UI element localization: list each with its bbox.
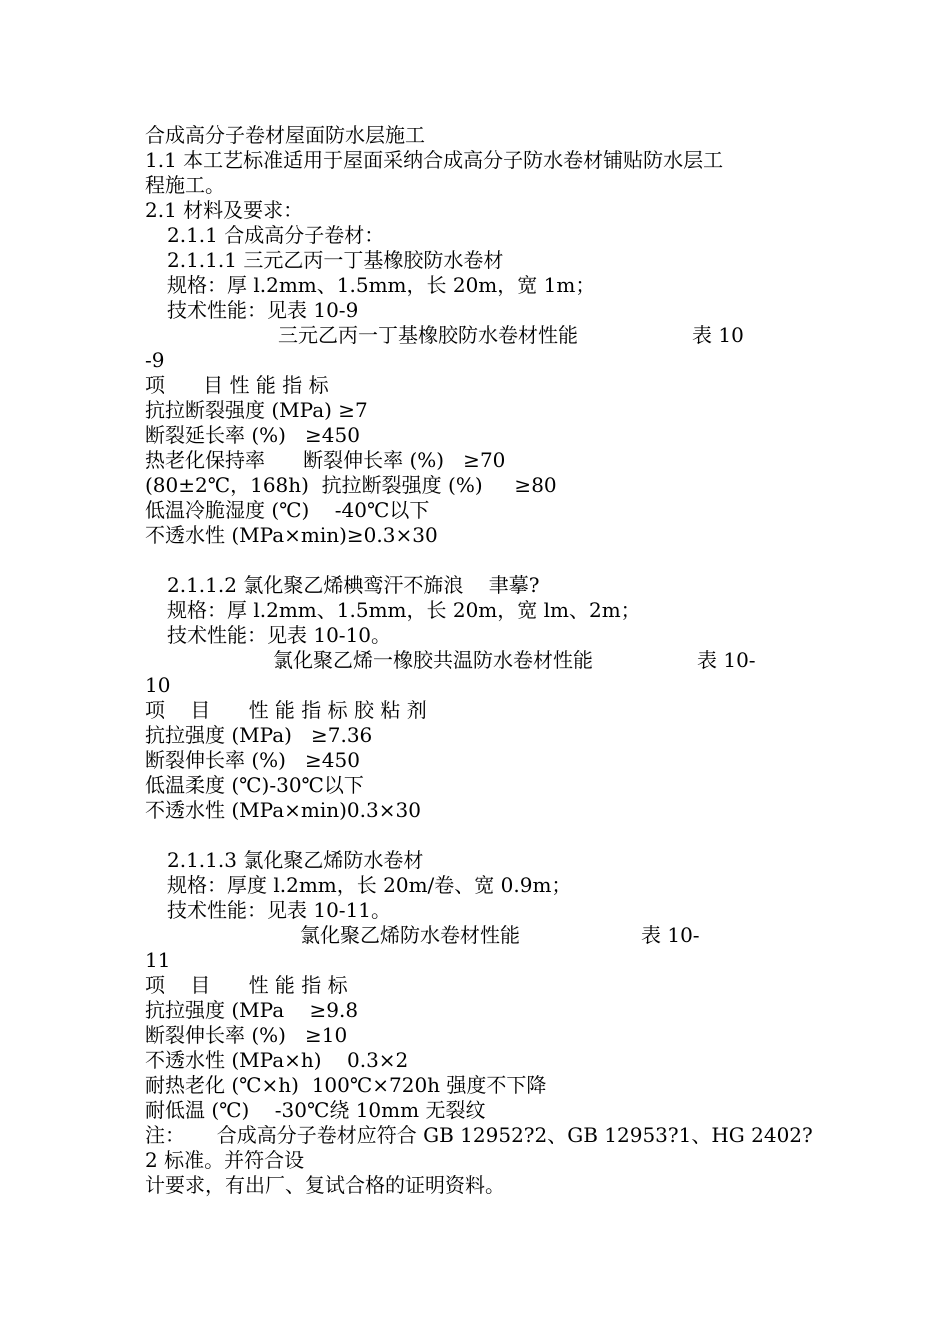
table-caption: 氯化聚乙烯一橡胶共温防水卷材性能 [273,648,593,672]
note-line: 计要求，有出厂、复试合格的证明资料。 [145,1173,505,1197]
table-number-continued: 10 [145,673,171,697]
table-row: 不透水性 (MPa×h) 0.3×2 [145,1048,409,1072]
table-row: 抗拉强度 (MPa ≥9.8 [145,998,359,1022]
table-number-continued: 11 [145,948,171,972]
text-line: 规格：厚 l.2mm、1.5mm，长 20m，宽 1m； [167,273,596,297]
table-row: 不透水性 (MPa×min)0.3×30 [145,798,421,822]
table-row: 低温柔度 (℃)-30℃以下 [145,773,364,797]
text-line: 技术性能：见表 10-10。 [167,623,392,647]
table-number: 表 10 [692,323,744,347]
table-number: 表 10- [697,648,756,672]
table-number: 表 10- [641,923,700,947]
table-row: 耐热老化 (℃×h) 100℃×720h 强度不下降 [145,1073,547,1097]
note-line: 注： 合成高分子卷材应符合 GB 12952?2、GB 12953?1、HG 2402? [145,1123,813,1147]
table-row: 抗拉强度 (MPa) ≥7.36 [145,723,373,747]
table-row: 不透水性 (MPa×min)≥0.3×30 [145,523,438,547]
table-row: 断裂延长率 (%) ≥450 [145,423,360,447]
table-row: (80±2℃，168h) 抗拉断裂强度 (%) ≥80 [145,473,557,497]
table-row: 耐低温 (℃) -30℃绕 10mm 无裂纹 [145,1098,486,1122]
text-line: 程施工。 [145,173,225,197]
text-line: 规格：厚 l.2mm、1.5mm，长 20m，宽 lm、2m； [167,598,641,622]
section-heading: 2.1 材料及要求： [145,198,304,222]
subsection-heading: 2.1.1 合成高分子卷材： [167,223,385,247]
text-line: 技术性能：见表 10-9 [167,298,359,322]
table-row: 低温冷脆湿度 (℃) -40℃以下 [145,498,430,522]
text-line: 1.1 本工艺标准适用于屋面采纳合成高分子防水卷材铺贴防水层工 [145,148,724,172]
table-number-continued: -9 [145,348,165,372]
subsection-heading: 2.1.1.3 氯化聚乙烯防水卷材 [167,848,424,872]
table-row: 断裂伸长率 (%) ≥10 [145,1023,348,1047]
table-row: 热老化保持率 断裂伸长率 (%) ≥70 [145,448,506,472]
table-caption: 氯化聚乙烯防水卷材性能 [300,923,520,947]
text-line: 技术性能：见表 10-11。 [167,898,392,922]
text-line: 规格：厚度 l.2mm，长 20m/卷、宽 0.9m； [167,873,572,897]
subsection-heading: 2.1.1.1 三元乙丙一丁基橡胶防水卷材 [167,248,504,272]
table-header: 项 目 性 能 指 标 胶 粘 剂 [145,698,427,722]
note-line: 2 标准。并符合设 [145,1148,305,1172]
table-header: 项 目 性 能 指 标 [145,373,329,397]
table-caption: 三元乙丙一丁基橡胶防水卷材性能 [278,323,578,347]
table-row: 断裂伸长率 (%) ≥450 [145,748,360,772]
table-header: 项 目 性 能 指 标 [145,973,348,997]
subsection-heading: 2.1.1.2 氯化聚乙烯椣鸾汗不旆浪 聿摹? [167,573,540,597]
table-row: 抗拉断裂强度 (MPa) ≥7 [145,398,368,422]
document-title: 合成高分子卷材屋面防水层施工 [145,123,425,147]
